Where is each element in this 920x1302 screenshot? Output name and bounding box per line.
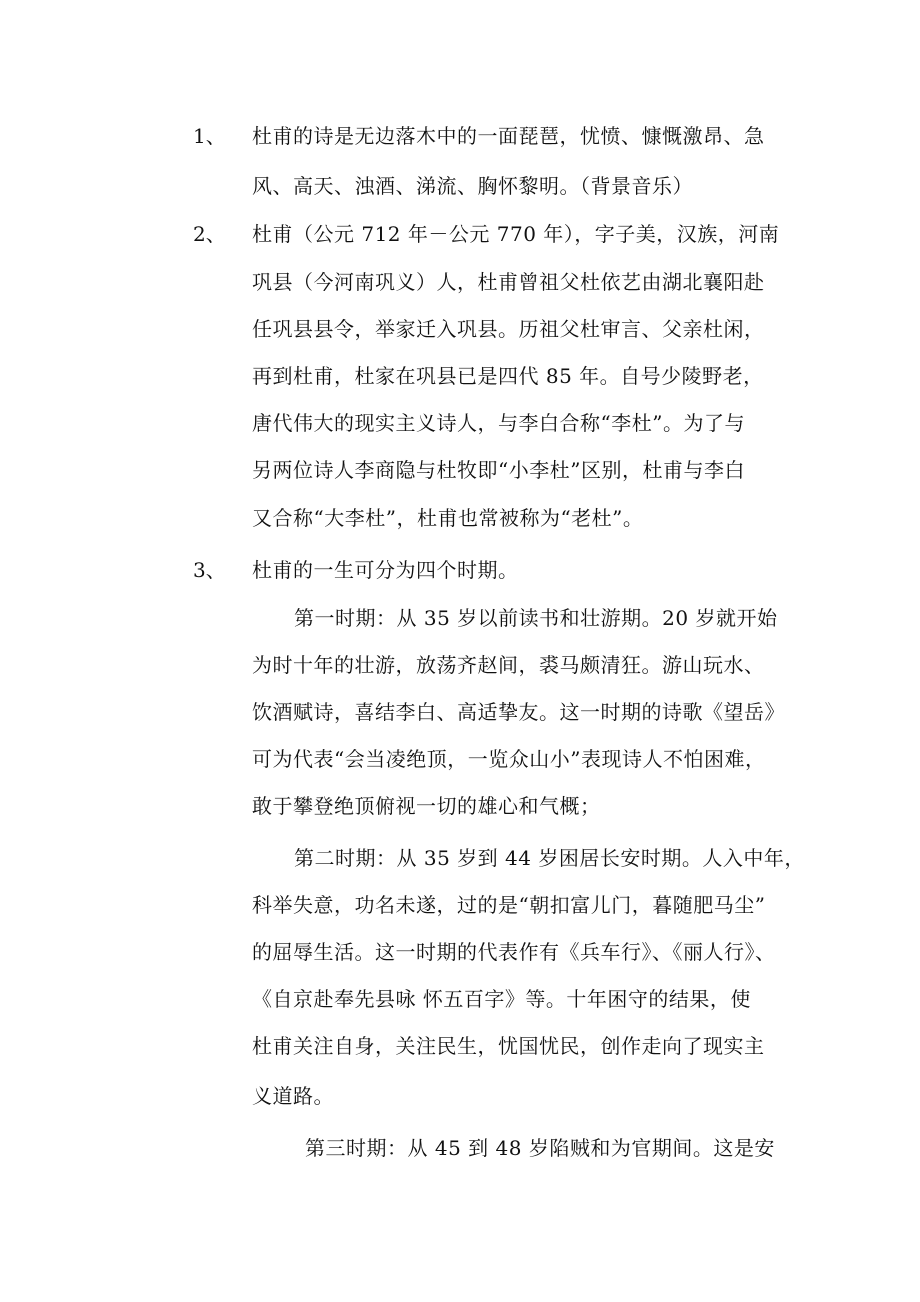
paragraph-line: 敢于攀登绝顶俯视一切的雄心和气概； — [252, 794, 601, 818]
paragraph-line: 杜甫（公元 712 年－公元 770 年），字子美，汉族，河南 — [252, 222, 780, 246]
paragraph-line: 再到杜甫，杜家在巩县已是四代 85 年。自号少陵野老， — [252, 364, 764, 388]
paragraph-line: 又合称“大李杜”，杜甫也常被称为“老杜”。 — [252, 506, 644, 530]
paragraph-line: 第三时期：从 45 到 48 岁陷贼和为官期间。这是安 — [305, 1136, 775, 1160]
paragraph-line: 义道路。 — [252, 1084, 334, 1108]
paragraph-line: 饮酒赋诗，喜结李白、高适挚友。这一时期的诗歌《望岳》 — [252, 700, 785, 724]
list-number: 3、 — [193, 558, 226, 582]
paragraph-line: 杜甫的诗是无边落木中的一面琵琶，忧愤、慷慨激昂、急 — [252, 124, 765, 148]
paragraph-line: 另两位诗人李商隐与杜牧即“小李杜”区别，杜甫与李白 — [252, 458, 745, 482]
paragraph-line: 《自京赴奉先县咏 怀五百字》等。十年困守的结果，使 — [252, 987, 751, 1011]
paragraph-line: 杜甫的一生可分为四个时期。 — [252, 558, 519, 582]
paragraph-line: 科举失意，功名未遂，过的是“朝扣富儿门，暮随肥马尘” — [252, 893, 766, 917]
paragraph-line: 第二时期：从 35 岁到 44 岁困居长安时期。人入中年， — [294, 846, 805, 870]
paragraph-line: 可为代表“会当凌绝顶，一览众山小”表现诗人不怕困难， — [252, 747, 766, 771]
list-number: 1、 — [193, 124, 226, 148]
list-number: 2、 — [193, 222, 226, 246]
paragraph-line: 唐代伟大的现实主义诗人，与李白合称“李杜”。为了与 — [252, 411, 745, 435]
paragraph-line: 为时十年的壮游，放荡齐赵间，裘马颇清狂。游山玩水、 — [252, 653, 765, 677]
paragraph-line: 任巩县县令，举家迁入巩县。历祖父杜审言、父亲杜闲， — [252, 317, 765, 341]
paragraph-line: 风、高天、浊酒、涕流、胸怀黎明。（背景音乐） — [252, 174, 693, 198]
paragraph-line: 杜甫关注自身，关注民生，忧国忧民，创作走向了现实主 — [252, 1034, 765, 1058]
paragraph-line: 的屈辱生活。这一时期的代表作有《兵车行》、《丽人行》、 — [252, 940, 776, 964]
paragraph-line: 巩县（今河南巩义）人，杜甫曾祖父杜依艺由湖北襄阳赴 — [252, 270, 765, 294]
paragraph-line: 第一时期：从 35 岁以前读书和壮游期。20 岁就开始 — [294, 606, 778, 630]
